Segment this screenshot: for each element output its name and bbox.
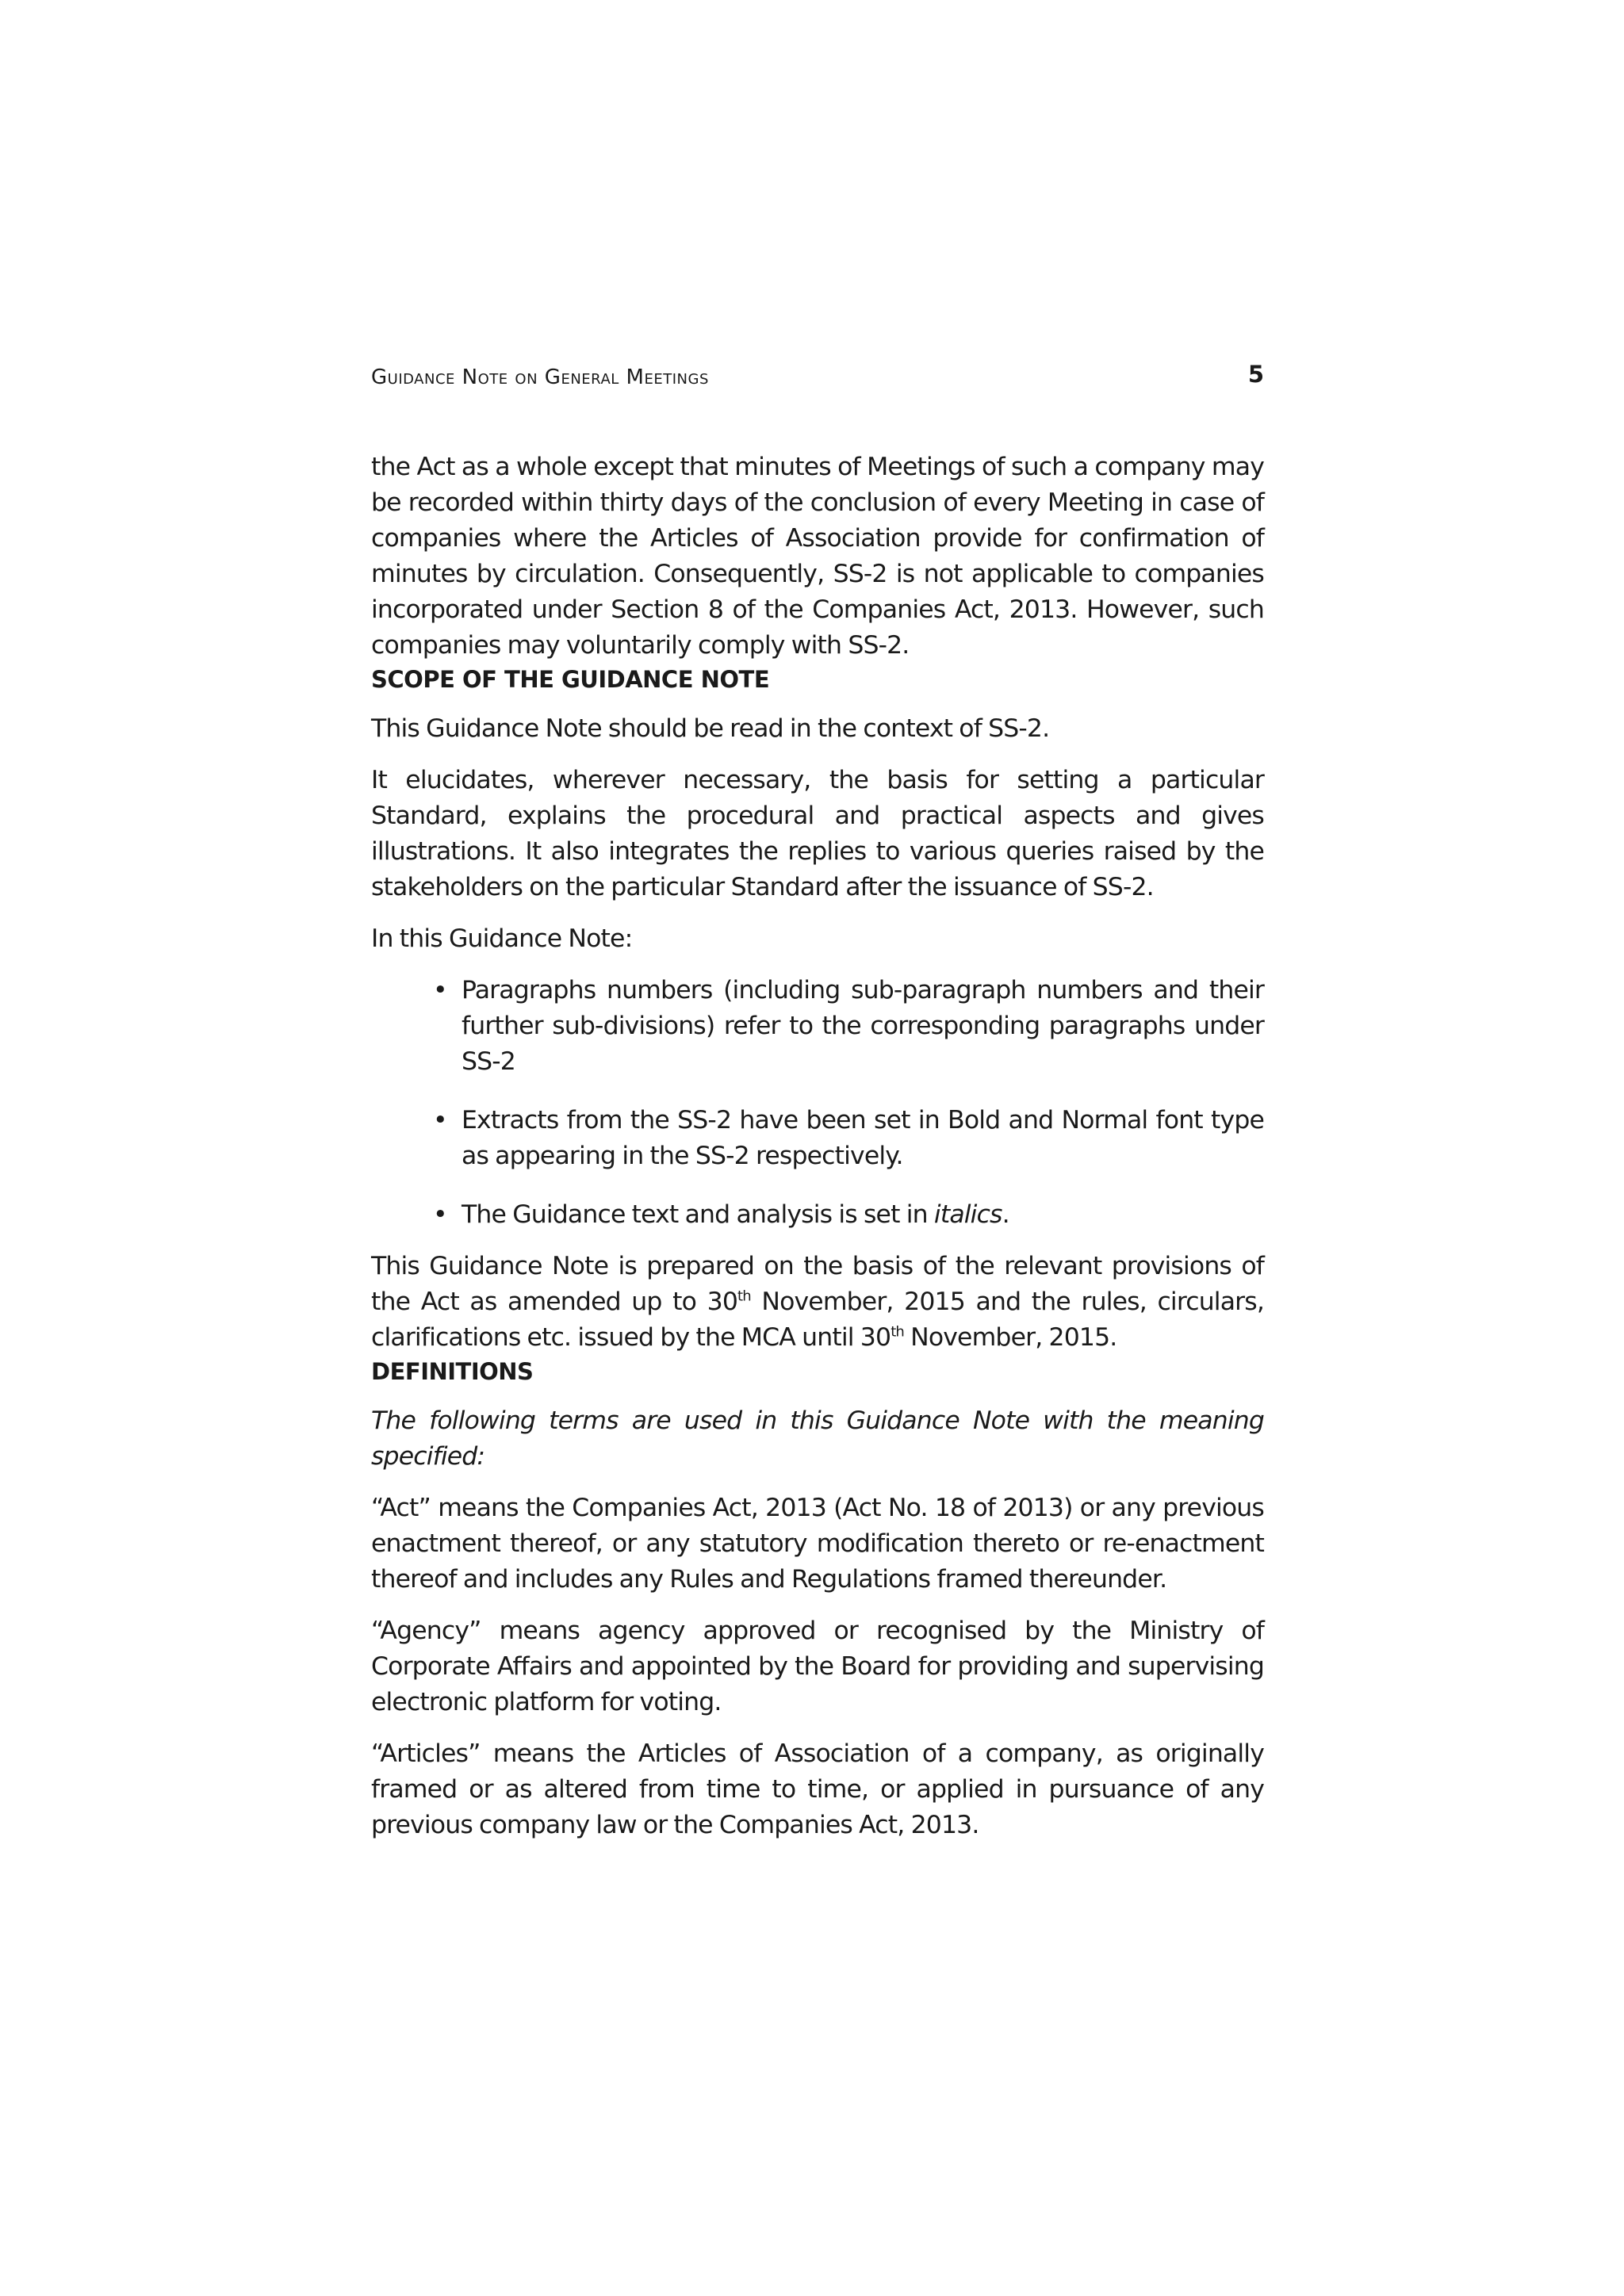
- page-number: 5: [1247, 361, 1264, 388]
- basis-text-3: November, 2015.: [903, 1323, 1117, 1352]
- definition-articles: “Articles” means the Articles of Association of a company, as originally framed or as altered from time to time, or applied in pursuance of any previous company law or the Companies Act, 2013.: [371, 1739, 1264, 1839]
- bullet-text-suffix: .: [1002, 1200, 1009, 1229]
- scope-list-intro: In this Guidance Note:: [371, 924, 633, 953]
- running-header: [371, 361, 1264, 396]
- bullet-text-italic: italics: [933, 1200, 1002, 1229]
- basis-superscript-2: th: [891, 1323, 904, 1341]
- scope-heading: SCOPE OF THE GUIDANCE NOTE: [371, 666, 770, 693]
- document-page: [371, 361, 1264, 1843]
- basis-superscript-1: th: [737, 1288, 751, 1305]
- list-item: [433, 973, 1264, 1080]
- list-item: [433, 1103, 1264, 1174]
- scope-paragraph-1: This Guidance Note should be read in the context of SS-2.: [371, 714, 1050, 743]
- basis-text-2: November, 2015 and the rules, circulars, clarifications etc. issued by the MCA until 30: [371, 1288, 1264, 1352]
- basis-text-1: This Guidance Note is prepared on the basis of the relevant provisions of the Act as amended up to 30: [371, 1252, 1264, 1316]
- definitions-heading: DEFINITIONS: [371, 1358, 534, 1385]
- bullet-icon: •: [433, 1106, 447, 1135]
- definition-agency: “Agency” means agency approved or recognised by the Ministry of Corporate Affairs and appointed by the Board for providing and supervising electronic platform for voting.: [371, 1617, 1264, 1716]
- definitions-intro: The following terms are used in this Guidance Note with the meaning specified:: [371, 1406, 1264, 1471]
- bullet-icon: •: [433, 1200, 447, 1229]
- bullet-text: Paragraphs numbers (including sub-paragraph numbers and their further sub-divisions) refer to the corresponding paragraphs under SS-2: [462, 976, 1264, 1076]
- intro-paragraph: the Act as a whole except that minutes of Meetings of such a company may be recorded within thirty days of the conclusion of every Meeting in case of companies where the Articles of Association provide for confirmation of minutes by circulation. Consequently, SS-2 is not applicable to companies incorporated under Section 8 of the Companies Act, 2013. However, such companies may voluntarily comply with SS-2.: [371, 453, 1264, 660]
- scope-bullet-list: [371, 973, 1264, 1233]
- definition-act: “Act” means the Companies Act, 2013 (Act No. 18 of 2013) or any previous enactment thereof, or any statutory modification thereto or re-enactment thereof and includes any Rules and Regulations framed thereunder.: [371, 1494, 1264, 1594]
- header-title: Guidance Note on General Meetings: [371, 365, 709, 389]
- list-item: [433, 1197, 1264, 1233]
- bullet-icon: •: [433, 976, 447, 1004]
- scope-paragraph-2: It elucidates, wherever necessary, the basis for setting a particular Standard, explains the procedural and practical aspects and gives illustrations. It also integrates the replies to various queries raised by the stakeholders on the particular Standard after the issuance of SS-2.: [371, 766, 1264, 901]
- bullet-text-prefix: The Guidance text and analysis is set in: [462, 1200, 934, 1229]
- basis-paragraph: [371, 1249, 1264, 1356]
- bullet-text: Extracts from the SS-2 have been set in Bold and Normal font type as appearing in the SS-2 respectively.: [462, 1106, 1264, 1170]
